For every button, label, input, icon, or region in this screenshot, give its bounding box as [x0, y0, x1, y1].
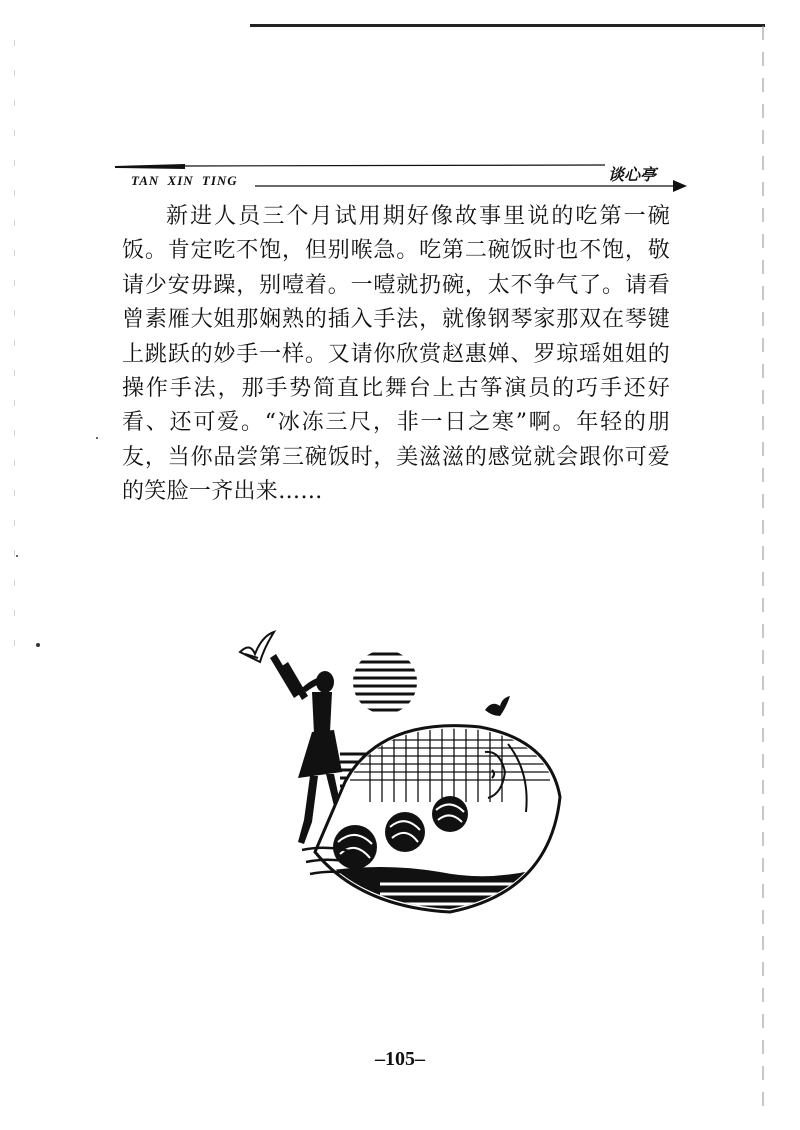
- bird-icon: [240, 632, 274, 662]
- bird-icon: [485, 696, 510, 716]
- body-paragraph: 新进人员三个月试用期好像故事里说的吃第一碗饭。肯定吃不饱，但别喉急。吃第二碗饭时也不饱，敬请少安毋躁，别噎着。一噎就扔碗，太不争气了。请看曾素雁大姐那娴熟的插入手法，就像钢琴家那双在琴键上跳跃的妙手一样。又请你欣赏赵惠婵、罗琼瑶姐姐的操作手法，那手势简直比舞台上古筝演员的巧手还好看、还可爱。“冰冻三尺，非一日之寒”啊。年轻的朋友，当你品尝第三碗饭时，美滋滋的感觉就会跟你可爱的笑脸一齐出来……: [122, 204, 670, 505]
- scan-border-right: [762, 26, 764, 1116]
- page-number: –105–: [375, 1048, 425, 1070]
- scan-speck: [16, 555, 18, 557]
- moon-icon: [345, 654, 425, 710]
- scan-border-top: [250, 24, 765, 27]
- bowl: [315, 722, 560, 922]
- scan-speck: [36, 643, 40, 647]
- scan-speck: [96, 437, 98, 439]
- page-header: [115, 158, 687, 198]
- scan-border-left: [14, 40, 15, 660]
- header-left-title: TAN XIN TING: [131, 173, 238, 188]
- woodcut-illustration: [230, 622, 570, 922]
- header-right-title: 谈心亭: [608, 165, 657, 184]
